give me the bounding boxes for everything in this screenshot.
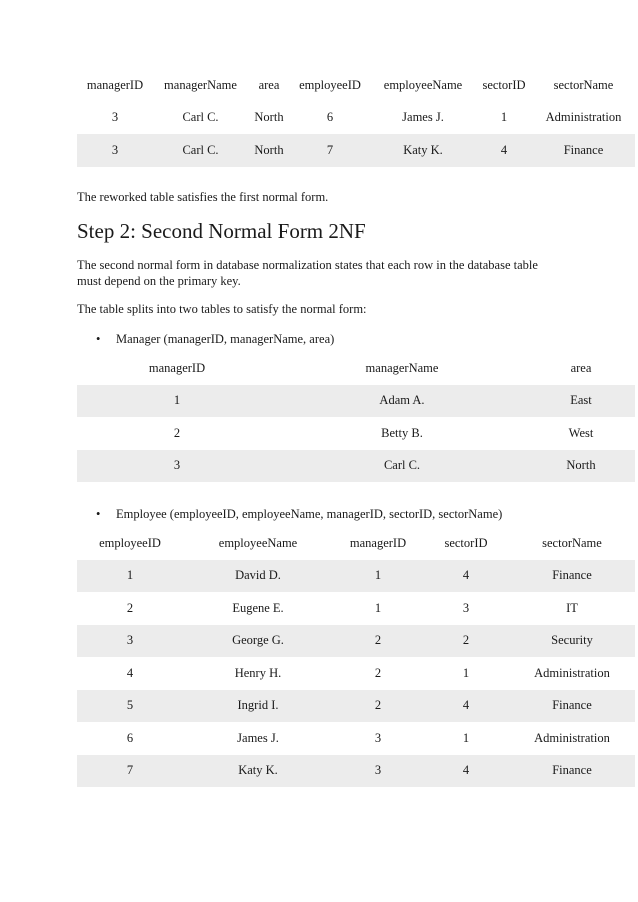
table-cell: James J. [237, 730, 279, 745]
table-row [77, 560, 635, 593]
table-cell: Finance [509, 690, 635, 723]
table-row [77, 592, 635, 625]
column-header-managername: managerName [164, 77, 237, 92]
table-cell: 1 [77, 560, 183, 593]
table-cell: George G. [183, 625, 333, 658]
table-cell: 1 [476, 102, 532, 135]
column-header-managerid: managerID [349, 535, 407, 550]
table-cell: 7 [77, 755, 183, 788]
table-row [77, 625, 635, 658]
paragraph-line: The second normal form in database normalization states that each row in the database table [77, 258, 538, 272]
table-cell: 5 [77, 690, 183, 723]
table-cell: 4 [423, 755, 509, 788]
table-cell: 3 [77, 625, 183, 658]
table-row [77, 690, 635, 723]
table-row [77, 134, 635, 167]
table-cell: East [527, 385, 635, 418]
table-cell: 3 [77, 102, 153, 135]
table-cell: 1 [462, 730, 470, 745]
combined-table [77, 69, 635, 167]
table-cell: 1 [333, 560, 423, 593]
bullet-icon: • [96, 507, 101, 521]
table-cell: 2 [333, 625, 423, 658]
table-cell: David D. [183, 560, 333, 593]
column-header-employeeid: employeeID [299, 77, 361, 92]
column-header-managerid: managerID [86, 77, 144, 92]
column-header-managerid: managerID [148, 360, 206, 375]
table-cell: 3 [77, 134, 153, 167]
table-cell: Finance [509, 560, 635, 593]
bullet-text: Employee (employeeID, employeeName, managerID, sectorID, sectorName) [116, 507, 503, 521]
table-cell: Carl C. [153, 102, 248, 135]
table-cell: 3 [333, 755, 423, 788]
manager-table [77, 352, 635, 482]
table-row [77, 722, 635, 755]
table-cell: 1 [462, 665, 470, 680]
table-cell: Betty B. [381, 425, 423, 440]
table-cell: 4 [423, 690, 509, 723]
table-cell: 2 [374, 665, 382, 680]
column-header-managername: managerName [365, 360, 439, 375]
paragraph-line: must depend on the primary key. [77, 274, 241, 288]
table-cell: 1 [77, 385, 277, 418]
column-header-employeename: employeeName [383, 77, 463, 92]
table-cell: 1 [374, 600, 382, 615]
table-cell: North [527, 450, 635, 483]
paragraph-2nf-definition [77, 257, 538, 289]
table-cell: 2 [173, 425, 181, 440]
table-cell: James J. [370, 102, 476, 135]
table-cell: Carl C. [153, 134, 248, 167]
table-cell: 2 [423, 625, 509, 658]
table-row [77, 102, 635, 135]
column-header-sectorname: sectorName [542, 535, 602, 550]
table-cell: Finance [509, 755, 635, 788]
table-row [77, 755, 635, 788]
column-header-area: area [258, 77, 280, 92]
table-cell: 3 [462, 600, 470, 615]
employee-table [77, 527, 635, 787]
bullet-icon: • [96, 332, 101, 346]
column-header-sectorid: sectorID [444, 535, 488, 550]
table-cell: Finance [532, 134, 635, 167]
paragraph-first-normal-form: The reworked table satisfies the first normal form. [77, 190, 329, 204]
table-cell: Administration [534, 730, 610, 745]
table-cell: 3 [77, 450, 277, 483]
table-header-row [77, 69, 635, 102]
column-header-employeeid: employeeID [99, 535, 161, 550]
table-cell: Adam A. [277, 385, 527, 418]
table-cell: Carl C. [277, 450, 527, 483]
table-cell: 7 [290, 134, 370, 167]
table-cell: 6 [126, 730, 134, 745]
column-header-area: area [570, 360, 592, 375]
table-cell: 4 [423, 560, 509, 593]
table-cell: Administration [532, 102, 635, 135]
table-cell: Ingrid I. [183, 690, 333, 723]
table-cell: Security [509, 625, 635, 658]
table-row [77, 417, 635, 450]
table-cell: 6 [290, 102, 370, 135]
table-cell: 2 [333, 690, 423, 723]
table-cell: 2 [126, 600, 134, 615]
table-header-row [77, 352, 635, 385]
table-cell: North [248, 102, 290, 135]
table-cell: North [248, 134, 290, 167]
table-cell: Katy K. [370, 134, 476, 167]
table-row [77, 385, 635, 418]
table-cell: Eugene E. [232, 600, 284, 615]
table-cell: IT [566, 600, 578, 615]
column-header-employeename: employeeName [218, 535, 298, 550]
column-header-sectorname: sectorName [553, 77, 614, 92]
table-cell: 3 [374, 730, 382, 745]
table-row [77, 450, 635, 483]
paragraph-table-split: The table splits into two tables to satisfy the normal form: [77, 302, 367, 316]
section-heading: Step 2: Second Normal Form 2NF [77, 219, 366, 243]
table-cell: 4 [126, 665, 134, 680]
table-cell: Henry H. [234, 665, 282, 680]
table-cell: 4 [476, 134, 532, 167]
table-cell: Katy K. [183, 755, 333, 788]
table-header-row [77, 527, 635, 560]
column-header-sectorid: sectorID [482, 77, 526, 92]
table-cell: West [568, 425, 594, 440]
table-row [77, 657, 635, 690]
table-cell: Administration [534, 665, 610, 680]
bullet-text: Manager (managerID, managerName, area) [116, 332, 335, 346]
